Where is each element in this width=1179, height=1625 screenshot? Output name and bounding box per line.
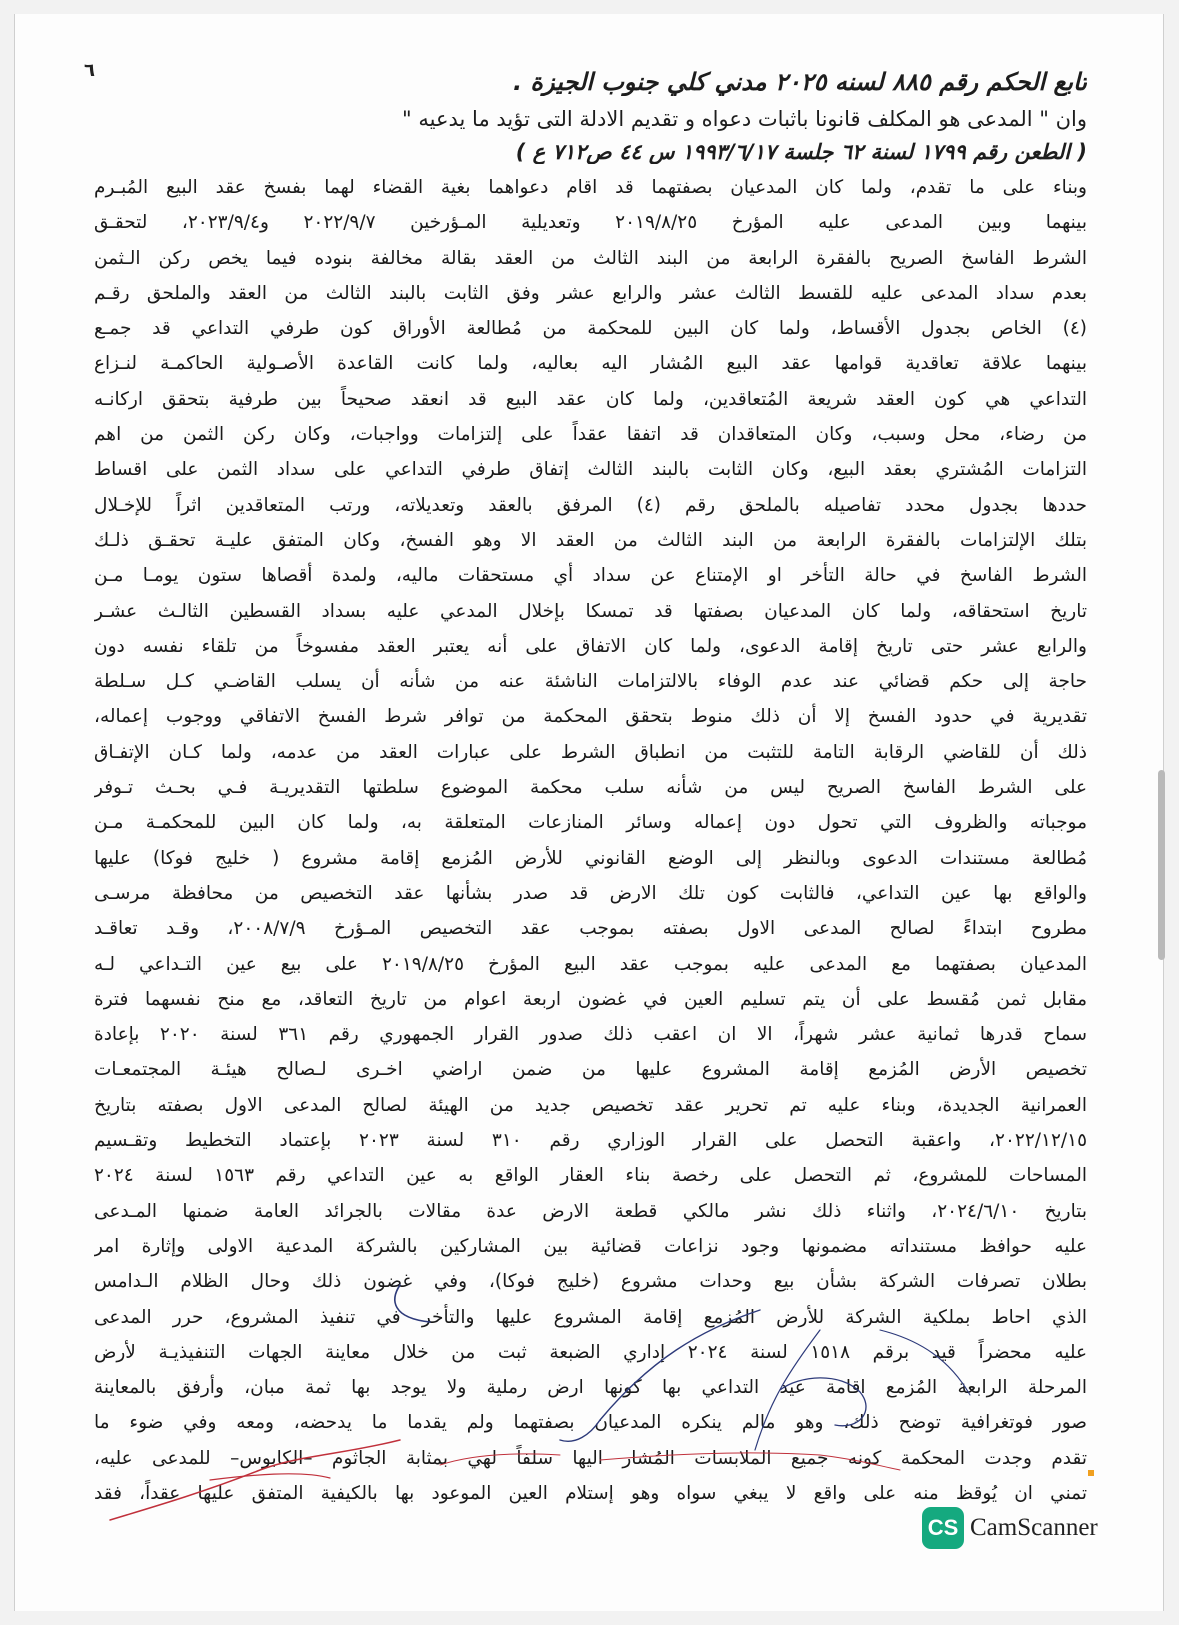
body-line: التداعي هي كون العقد شريعة المُتعاقدين، ولما كان عقد البيع قد انعقد صحيحاً بين طرفية بتحقق اركانـه xyxy=(94,388,1087,410)
body-line: موجباته والظروف التي تحول دون إعماله وسائر المنازعات المتعلقة به، ولما كان البين للمحكمـة مـن xyxy=(94,812,1087,834)
body-line: ذلك أن للقاضي الرقابة التامة للتثبت من انطباق الشرط على عبارات العقد من عدمه، ولما كـان الإتفـاق xyxy=(94,741,1087,763)
body-line: والواقع بها عين التداعي، فالثابت كون تلك الارض قد صدر بشأنها عقد التخصيص من محافظة مرسـى xyxy=(94,882,1087,904)
body-line: بينهما علاقة تعاقدية قوامها عقد البيع المُشار اليه بعاليه، ولما كانت القاعدة الأصـولية الحاكمـة لنـزاع xyxy=(94,353,1087,375)
body-line: وبناء على ما تقدم، ولما كان المدعيان بصفتهما قد اقام دعواهما بغية القضاء لهما بفسخ عقد البيع المُبـرم xyxy=(94,177,1087,198)
appeal-citation: ( الطعن رقم ١٧٩٩ لسنة ٦٢ جلسة ١٩٩٣/٦/١٧ س ٤٤ ص٧١٢ ع ) xyxy=(515,140,1087,164)
body-line: الذي احاط بملكية الشركة للأرض المُزمع إقامة المشروع عليها والتأخر في تنفيذ المشروع، حرر المدعى xyxy=(94,1306,1087,1328)
body-line: الشرط الفاسخ في حالة التأخر او الإمتناع عن سداد أي مستحقات ماليه، ولمدة أقصاها ستون يومـا مـن xyxy=(94,565,1087,587)
camscanner-logo: CS xyxy=(922,1507,964,1549)
judgment-body xyxy=(94,170,1087,1511)
body-line: مُطالعة مستندات الدعوى وبالنظر إلى الوضع القانوني للأرض المُزمع إقامة مشروع ( خليج فوكا) عليها xyxy=(94,847,1087,869)
body-line: على الشرط الفاسخ الصريح ليس من شأنه سلب محكمة الموضوع سلطتها التقديريـة فـي بحـث تـوفر xyxy=(94,777,1087,799)
body-line: بتاريخ ٢٠٢٤/٦/١٠، واثناء ذلك نشر مالكي قطعة الارض عدة مقالات بالجرائد العامة ضمنها المـدعى xyxy=(94,1200,1087,1222)
corner-mark xyxy=(1088,1470,1094,1476)
body-line: صور فوتغرافية توضح ذلك، وهو مالم ينكره المدعيان بصفتهما ولم يقدما ما يدحضه، ومعه وفي ضوء ما xyxy=(94,1412,1087,1434)
body-line: تخصيص الأرض المُزمع إقامة المشروع عليها من ضمن اراضي اخـرى لـصالح هيئـة المجتمعـات xyxy=(94,1059,1087,1081)
body-line: تاريخ استحقاقه، ولما كان المدعيان بصفتها قد تمسكا بإخلال المدعي عليه بسداد القسطين الثالـث عشـر xyxy=(94,600,1087,622)
camscanner-name: CamScanner xyxy=(970,1514,1098,1541)
body-line: تقديرية في حدود الفسخ إلا أن ذلك منوط بتحقق المحكمة من توافر شرط الفسخ الاتفاقي ووجوب إعماله، xyxy=(94,706,1087,728)
body-line: مطروح ابتداءً لصالح المدعى الاول بصفته بموجب عقد التخصيص المـؤرخ ٢٠٠٨/٧/٩، وقـد تعاقـد xyxy=(94,918,1087,940)
body-line: العمرانية الجديدة، وبناء عليه تم تحرير عقد تخصيص جديد من الهيئة لصالح المدعى الاول بصفته بتاريخ xyxy=(94,1094,1087,1116)
body-line: والرابع عشر حتى تاريخ إقامة الدعوى، ولما كان الاتفاق على أنه يعتبر العقد مفسوخاً من تلقاء نفسه دون xyxy=(94,635,1087,657)
body-line: التزامات المُشتري بعقد البيع، وكان الثابت بالبند الثالث إتفاق طرفي التداعي على سداد الثمن على اقساط xyxy=(94,459,1087,481)
body-line: (٤) الخاص بجدول الأقساط، ولما كان البين للمحكمة من مُطالعة الأوراق كون طرفي التداعي قد جمـع xyxy=(94,318,1087,340)
body-line: مقابل ثمن مُقسط على أن يتم تسليم العين في غضون اربعة اعوام من تاريخ التعاقد، مع منح نفسهما فترة xyxy=(94,988,1087,1010)
body-line: تمني ان يُوقظ منه على واقع لا يبغي سواه وهو إستلام العين الموعود بها بالكيفية المتفق عليها عقداً، فقد xyxy=(94,1482,1087,1504)
body-line: بتلك الإلتزامات بالفقرة الرابعة من البند الثالث من العقد الا وهو الفسخ، وكان المتفق عليـة تحقـق ذلـك xyxy=(94,529,1087,551)
quoted-principle: وان " المدعى هو المكلف قانونا باثبات دعواه و تقديم الادلة التى تؤيد ما يدعيه " xyxy=(402,107,1087,131)
scrollbar[interactable] xyxy=(1158,770,1165,960)
page-number: ٦ xyxy=(84,60,95,81)
body-line: المدعيان بصفتهما مع المدعى عليه بموجب عقد البيع المؤرخ ٢٠١٩/٨/٢٥ على بيع عين التـداعي لـه xyxy=(94,953,1087,975)
body-line: بينهما وبين المدعى عليه المؤرخ ٢٠١٩/٨/٢٥ وتعديلية المـؤرخين ٢٠٢٢/٩/٧ و٢٠٢٣/٩/٤، لتحقـق xyxy=(94,212,1087,234)
body-line: المساحات للمشروع، ثم التحصل على رخصة بناء العقار الواقع به عين التداعي رقم ١٥٦٣ لسنة ٢٠٢٤ xyxy=(94,1165,1087,1187)
body-line: بطلان تصرفات الشركة بشأن بيع وحدات مشروع (خليج فوكا)، وفي غضون ذلك وحال الظلام الـدامس xyxy=(94,1271,1087,1293)
body-line: ٢٠٢٢/١٢/١٥، واعقبة التحصل على القرار الوزاري رقم ٣١٠ لسنة ٢٠٢٣ بإعتماد التخطيط وتقـسيم xyxy=(94,1130,1087,1152)
body-line: حددها بجدول محدد تفاصيله بالملحق رقم (٤) المرفق بالعقد وتعديلاته، ورتب المتعاقدين اثراً للإخـلال xyxy=(94,494,1087,516)
case-header: تابع الحكم رقم ٨٨٥ لسنه ٢٠٢٥ مدني كلي جنوب الجيزة . xyxy=(512,68,1087,96)
body-line: المرحلة الرابعة المُزمع اقامة عيد التداعي بها كونها ارض رملية ولا يوجد بها ثمة مبان، وأرفق بالمعاينة xyxy=(94,1377,1087,1399)
body-line: عليه محضراً قيد برقم ١٥١٨ لسنة ٢٠٢٤ إداري الضبعة ثبت من خلال معاينة الجهات التنفيذيـة لأرض xyxy=(94,1341,1087,1363)
body-line: من رضاء، محل وسبب، وكان المتعاقدان قد اتفقا عقداً على إلتزامات وواجبات، وكان ركن الثمن من اهم xyxy=(94,424,1087,446)
body-line: سماح قدرها ثمانية عشر شهراً، الا ان اعقب ذلك صدور القرار الجمهوري رقم ٣٦١ لسنة ٢٠٢٠ بإعادة xyxy=(94,1024,1087,1046)
body-line: بعدم سداد المدعى عليه للقسط الثالث عشر والرابع عشر وفق الثابت بالبند الثالث من العقد والملحق رقـم xyxy=(94,282,1087,304)
body-line: حاجة إلى حكم قضائي عند عدم الوفاء بالالتزامات الناشئة عنه من شأنه أن يسلب القاضـي كـل سـلطة xyxy=(94,671,1087,693)
body-line: تقدم وجدت المحكمة كونه جميع الملابسات المُشار اليها سلفاً لهي بمثابة الجاثوم –الكابوس– للمدعى عليه، xyxy=(94,1447,1087,1469)
body-line: الشرط الفاسخ الصريح بالفقرة الرابعة من البند الثالث من العقد بقالة مخالفة بنوده فيما يخص ركن الـثمن xyxy=(94,247,1087,269)
body-line: عليه حوافظ مستنداته مضمونها وجود نزاعات قضائية بين المشاركين بالشركة المدعية الاولى وإثارة امر xyxy=(94,1235,1087,1257)
